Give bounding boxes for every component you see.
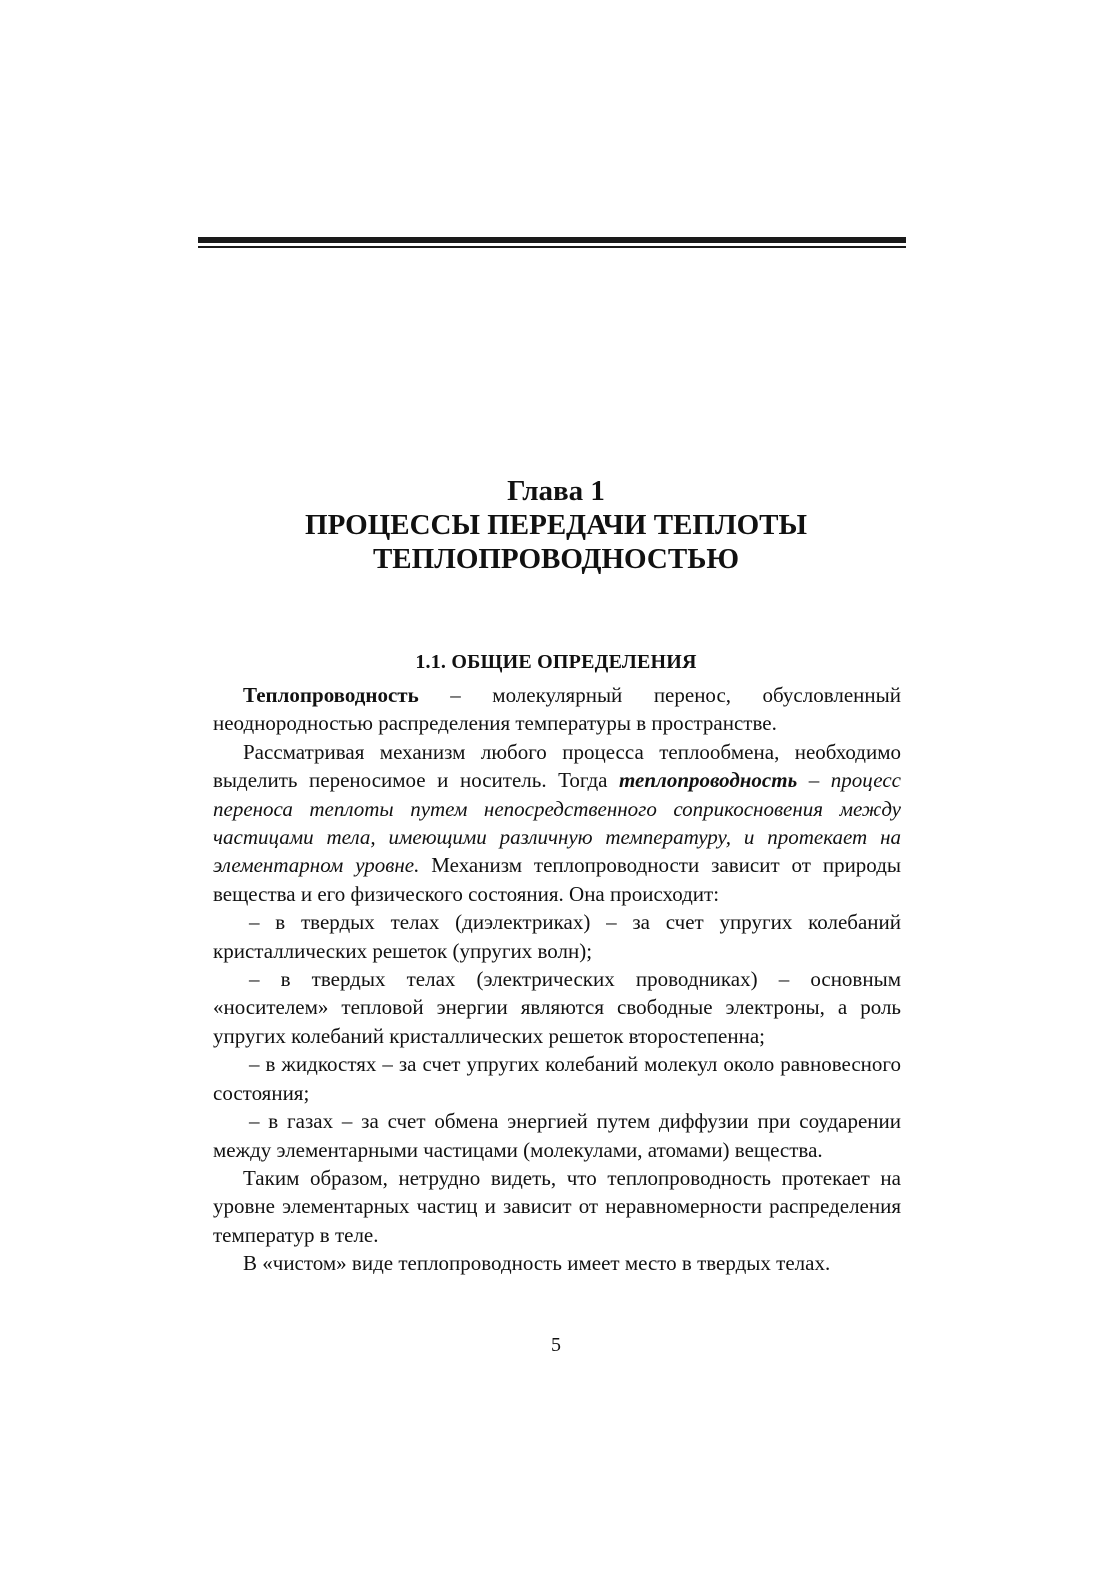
paragraph-definition [213, 681, 901, 738]
page-number: 5 [551, 1334, 561, 1356]
term-heat-conduction: Теплопроводность [243, 683, 419, 707]
body-text [213, 681, 901, 1278]
paragraph-conclusion: Таким образом, нетрудно видеть, что теплопроводность протекает на уровне элементарных частиц и зависит от неравномерности распределения температур в теле. [213, 1165, 901, 1247]
list-item-gases: – в газах – за счет обмена энергией путем диффузии при соударении между элементарными частицами (молекулами, атомами) вещества. [213, 1109, 901, 1162]
paragraph-mechanism-lead: Рассматривая механизм любого процесса теплообмена, необходимо выделить переносимое и носитель. Тогда [213, 739, 901, 793]
list-item-liquids: – в жидкостях – за счет упругих колебаний молекул около равновесного состояния; [213, 1052, 901, 1105]
paragraph-mechanism [213, 738, 901, 908]
paragraph-definition-text: – молекулярный перенос, обусловленный неоднородностью распределения температуры в пространстве. [213, 683, 901, 736]
term-heat-conduction-italic: теплопроводность [619, 768, 798, 793]
chapter-header-rule [198, 237, 906, 248]
list-item-solid-conductors: – в твердых телах (электрических проводниках) – основным «носителем» тепловой энергии являются свободные электроны, а роль упругих колебаний кристаллических решеток второстепенна; [213, 967, 901, 1048]
paragraph-pure-form: В «чистом» виде теплопроводность имеет место в твердых телах. [243, 1251, 831, 1276]
definition-italic: – процесс переноса теплоты путем непосредственного соприкосновения между частицами тела, имеющими различную температуру, и протекает на элементарном уровне. [213, 768, 901, 878]
section-title: 1.1. ОБЩИЕ ОПРЕДЕЛЕНИЯ [415, 651, 697, 673]
chapter-heading [198, 474, 914, 576]
paragraph-mechanism-rest: Механизм теплопроводности зависит от природы вещества и его физического состояния. Она происходит: [213, 853, 902, 906]
chapter-title-line-1: ПРОЦЕССЫ ПЕРЕДАЧИ ТЕПЛОТЫ [305, 509, 807, 541]
chapter-title-line-2: ТЕПЛОПРОВОДНОСТЬЮ [372, 543, 740, 575]
list-item-solid-dielectrics: – в твердых телах (диэлектриках) – за счет упругих колебаний кристаллических решеток (упругих волн); [213, 910, 901, 963]
chapter-label: Глава 1 [507, 475, 605, 507]
header-rule-thick-line [198, 237, 906, 243]
header-rule-thin-line [198, 246, 906, 248]
